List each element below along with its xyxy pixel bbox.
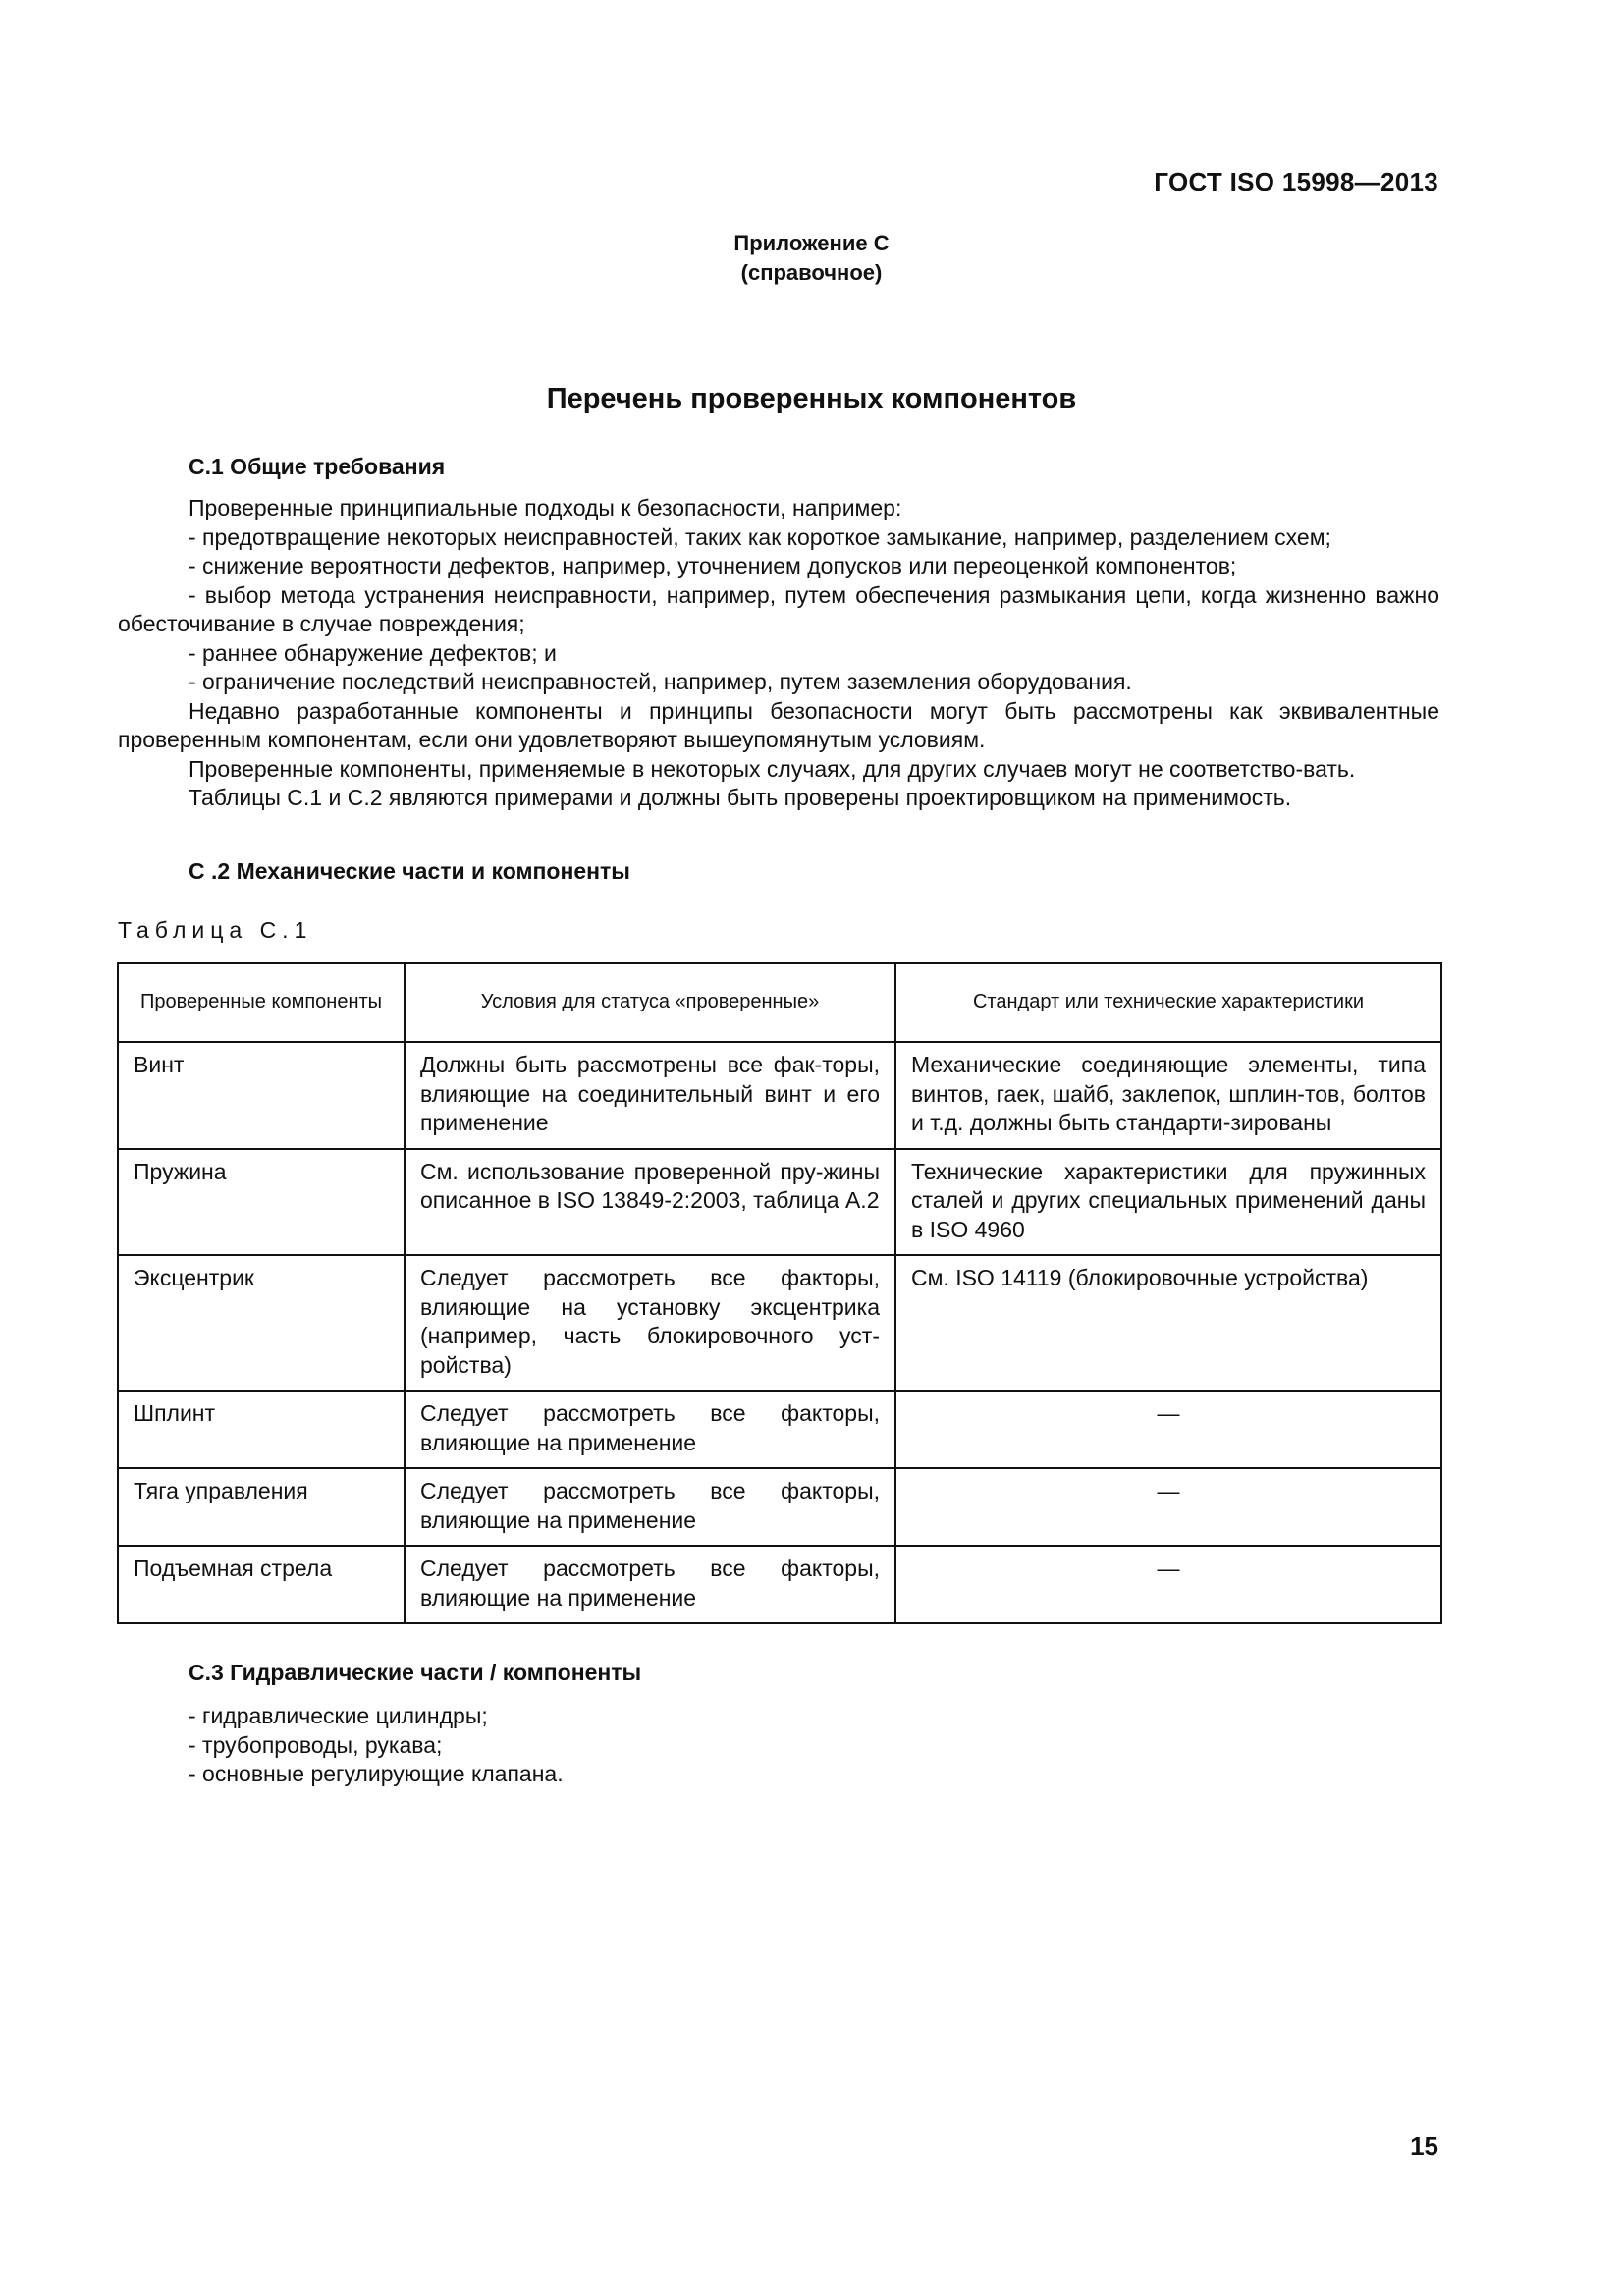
list-item: - снижение вероятности дефектов, например, уточнением допусков или переоценкой компонентов; (189, 553, 1237, 578)
section-c3-heading: С.3 Гидравлические части / компоненты (189, 1660, 642, 1685)
list-item: - раннее обнаружение дефектов; и (189, 639, 557, 666)
table-row (118, 1149, 1441, 1256)
list-item: - трубопроводы, рукава; (189, 1731, 443, 1758)
paragraph: Таблицы С.1 и С.2 являются примерами и должны быть проверены проектировщиком на применимость. (189, 785, 1292, 810)
table-cell: Следует рассмотреть все факторы, влияющие на применение (405, 1546, 895, 1623)
section-c1-heading: С.1 Общие требования (189, 454, 446, 479)
table-cell: Следует рассмотреть все факторы, влияющие на применение (405, 1468, 895, 1546)
table-cell: См. ISO 14119 (блокировочные устройства) (895, 1255, 1441, 1391)
list-item: - предотвращение некоторых неисправностей, таких как короткое замыкание, например, разделением схем; (189, 523, 1331, 550)
table-cell: Следует рассмотреть все факторы, влияющие на применение (405, 1391, 895, 1468)
table-cell: — (895, 1391, 1441, 1468)
table-cell: См. использование проверенной пру-жины описанное в ISO 13849-2:2003, таблица А.2 (405, 1149, 895, 1256)
list-item: - основные регулирующие клапана. (189, 1761, 564, 1786)
table-row (118, 1391, 1441, 1468)
section-c2-heading: С .2 Механические части и компоненты (189, 858, 630, 884)
page-title: Перечень проверенных компонентов (546, 383, 1077, 414)
standard-number: ГОСТ ISO 15998—2013 (1154, 167, 1438, 196)
column-header: Стандарт или технические характеристики (895, 963, 1441, 1042)
column-header: Проверенные компоненты (118, 963, 405, 1042)
appendix-title (0, 229, 1623, 288)
table-cell: Шплинт (118, 1391, 405, 1468)
appendix-label: Приложение С (733, 231, 890, 255)
table-row (118, 1468, 1441, 1546)
table-row (118, 1042, 1441, 1149)
table-cell: Механические соединяющие элементы, типа винтов, гаек, шайб, заклепок, шплин-тов, болтов и т.д. должны быть стандарти-зированы (895, 1042, 1441, 1149)
table-row (118, 1546, 1441, 1623)
list-item: - гидравлические цилиндры; (189, 1703, 488, 1728)
table-cell: Подъемная стрела (118, 1546, 405, 1623)
list-item: - выбор метода устранения неисправности, например, путем обеспечения размыкания цепи, когда жизненно важно обесточивание в случае повреждения; (118, 581, 1439, 636)
components-table (117, 962, 1442, 1624)
paragraph: Проверенные компоненты, применяемые в некоторых случаях, для других случаев могут не соответство-вать. (189, 755, 1356, 782)
table-cell: — (895, 1546, 1441, 1623)
list-item: - ограничение последствий неисправностей, например, путем заземления оборудования. (189, 669, 1132, 694)
column-header: Условия для статуса «проверенные» (405, 963, 895, 1042)
table-cell: Пружина (118, 1149, 405, 1256)
page-number: 15 (1410, 2131, 1438, 2160)
paragraph: Недавно разработанные компоненты и принципы безопасности могут быть рассмотрены как эквивалентные проверенным компонентам, если они удовлетворяют вышеупомянутым условиям. (118, 697, 1439, 752)
table-row (118, 1255, 1441, 1391)
section-c1-body (118, 494, 1439, 813)
table-cell: Технические характеристики для пружинных сталей и других специальных применений даны в ISO 4960 (895, 1149, 1441, 1256)
table-header-row (118, 963, 1441, 1042)
table-cell: Эксцентрик (118, 1255, 405, 1391)
table-cell: Тяга управления (118, 1468, 405, 1546)
table-label: Таблица С.1 (118, 917, 313, 943)
paragraph: Проверенные принципиальные подходы к безопасности, например: (189, 495, 902, 520)
table-cell: Следует рассмотреть все факторы, влияющие на установку эксцентрика (например, часть блокировочного уст-ройства) (405, 1255, 895, 1391)
table-cell: — (895, 1468, 1441, 1546)
table-cell: Винт (118, 1042, 405, 1149)
table-cell: Должны быть рассмотрены все фак-торы, влияющие на соединительный винт и его применение (405, 1042, 895, 1149)
appendix-type: (справочное) (740, 260, 883, 285)
section-c3-list (189, 1702, 564, 1789)
